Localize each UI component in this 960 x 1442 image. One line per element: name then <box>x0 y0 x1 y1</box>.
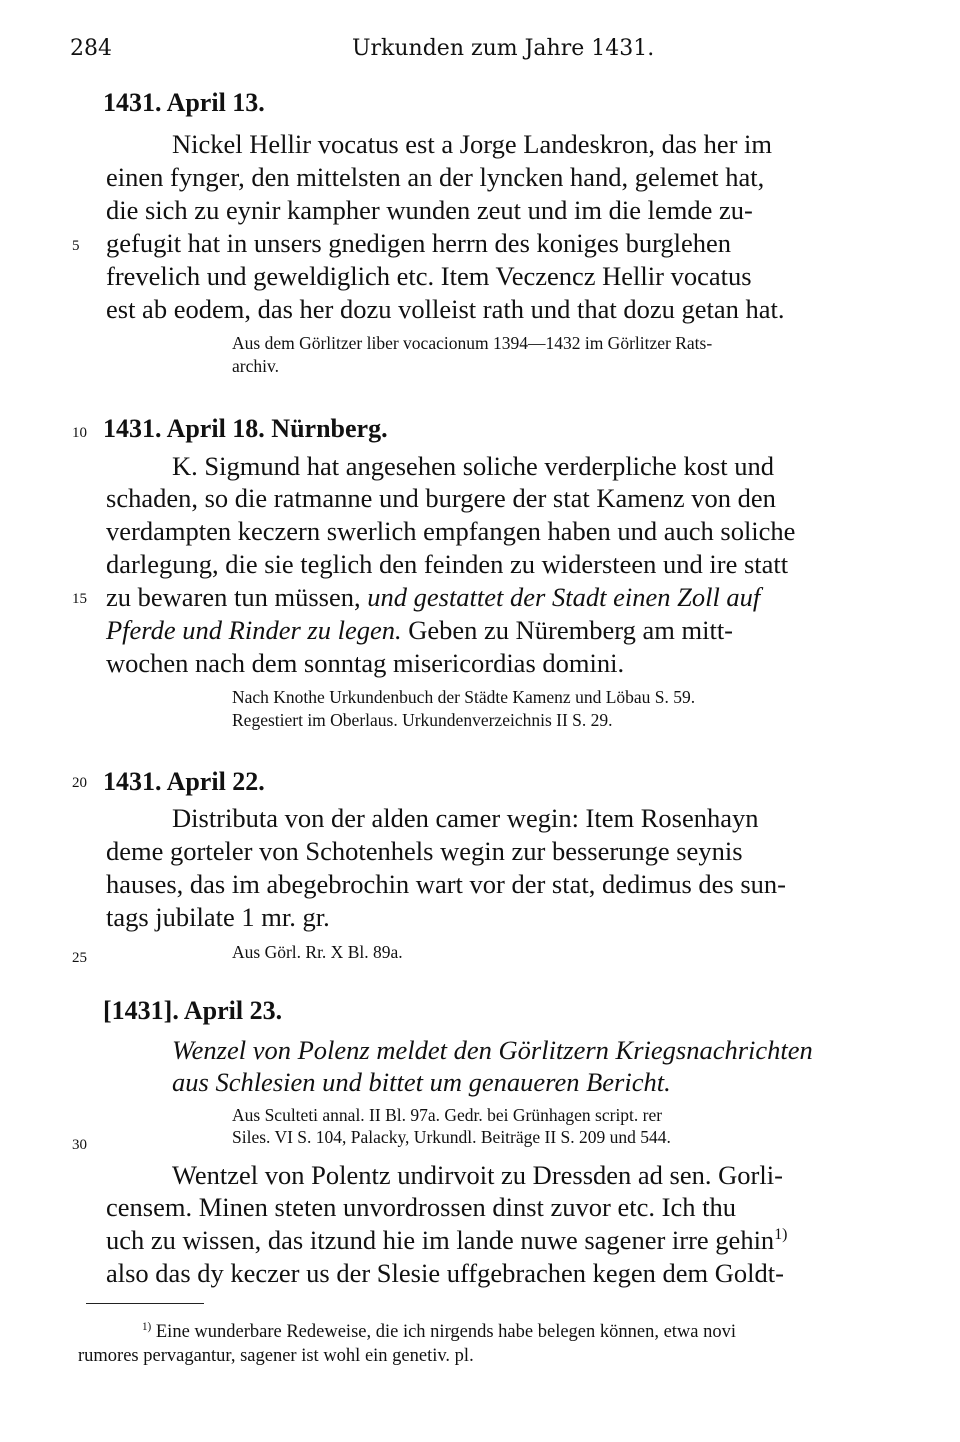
running-head: Urkunden zum Jahre 1431. <box>352 36 655 61</box>
body-line: einen fynger, den mittelsten an der lyncken hand, gelemet hat, <box>106 162 765 192</box>
body-line: Nickel Hellir vocatus est a Jorge Landeskron, das her im <box>172 129 773 159</box>
line-number: 15 <box>72 591 87 607</box>
footnote-line <box>142 1322 736 1343</box>
body-line: Distributa von der alden camer wegin: Item Rosenhayn <box>172 803 759 833</box>
body-line: frevelich und geweldiglich etc. Item Veczencz Hellir vocatus <box>106 261 752 291</box>
line-number: 30 <box>72 1137 87 1153</box>
body-line: censem. Minen steten unvordrossen dinst zuvor etc. Ich thu <box>106 1192 736 1222</box>
body-line: hauses, das im abegebrochin wart vor der stat, dedimus des sun- <box>106 869 786 899</box>
body-text: uch zu wissen, das itzund hie im lande nuwe sagener irre gehin <box>106 1225 775 1255</box>
line-number: 10 <box>72 425 87 441</box>
line-number: 20 <box>72 775 87 791</box>
body-line: die sich zu eynir kampher wunden zeut und im die lemde zu- <box>106 195 753 225</box>
entry-heading: 1431. April 18. Nürnberg. <box>103 414 388 443</box>
entry-heading: [1431]. April 23. <box>103 996 283 1025</box>
regest-line: aus Schlesien und bittet um genaueren Bericht. <box>172 1067 671 1097</box>
footnote-rule <box>86 1303 204 1304</box>
footnote-text: Eine wunderbare Redeweise, die ich nirgends habe belegen können, etwa novi <box>155 1322 737 1342</box>
source-note: archiv. <box>232 356 279 376</box>
body-line: schaden, so die ratmanne und burgere der stat Kamenz von den <box>106 483 776 513</box>
body-line <box>106 615 733 646</box>
regest-italic: und gestattet der Stadt einen Zoll auf <box>367 582 761 612</box>
body-text: Geben zu Nüremberg am mitt- <box>408 615 734 645</box>
source-note: Aus Sculteti annal. II Bl. 97a. Gedr. bei Grünhagen script. rer <box>232 1105 663 1125</box>
body-line <box>106 1225 787 1256</box>
body-line: tags jubilate 1 mr. gr. <box>106 902 330 932</box>
source-note: Regestiert im Oberlaus. Urkundenverzeichnis II S. 29. <box>232 710 613 730</box>
footnote-marker: 1) <box>142 1320 152 1333</box>
regest-line: Wenzel von Polenz meldet den Görlitzern Kriegsnachrichten <box>172 1035 813 1065</box>
body-line: K. Sigmund hat angesehen soliche verderpliche kost und <box>172 451 774 481</box>
source-note: Nach Knothe Urkundenbuch der Städte Kamenz und Löbau S. 59. <box>232 687 696 707</box>
entry-heading: 1431. April 22. <box>103 767 265 796</box>
source-note: Aus dem Görlitzer liber vocacionum 1394—1432 im Görlitzer Rats- <box>232 333 713 353</box>
footnote-line: rumores pervagantur, sagener ist wohl ein genetiv. pl. <box>78 1346 474 1366</box>
line-number: 25 <box>72 950 87 966</box>
body-text: zu bewaren tun müssen, <box>106 582 361 612</box>
line-number: 5 <box>72 238 80 254</box>
body-line: darlegung, die sie teglich den feinden zu widersteen und ire statt <box>106 549 789 579</box>
body-line <box>106 582 760 613</box>
body-line: est ab eodem, das her dozu volleist rath und that dozu getan hat. <box>106 294 785 324</box>
body-line: verdampten keczern swerlich empfangen haben und auch soliche <box>106 516 796 546</box>
body-line: wochen nach dem sonntag misericordias domini. <box>106 648 625 678</box>
footnote-ref: 1) <box>774 1226 788 1244</box>
body-line: also das dy keczer us der Slesie uffgebrachen kegen dem Goldt- <box>106 1258 784 1288</box>
source-note: Siles. VI S. 104, Palacky, Urkundl. Beiträge II S. 209 und 544. <box>232 1127 671 1147</box>
entry-heading: 1431. April 13. <box>103 88 265 117</box>
page-number: 284 <box>70 36 112 61</box>
body-line: deme gorteler von Schotenhels wegin zur besserunge seynis <box>106 836 743 866</box>
regest-italic: Pferde und Rinder zu legen. <box>106 615 402 645</box>
body-line: gefugit hat in unsers gnedigen herrn des koniges burglehen <box>106 228 732 258</box>
body-line: Wentzel von Polentz undirvoit zu Dressden ad sen. Gorli- <box>172 1160 783 1190</box>
source-note: Aus Görl. Rr. X Bl. 89a. <box>232 942 403 962</box>
